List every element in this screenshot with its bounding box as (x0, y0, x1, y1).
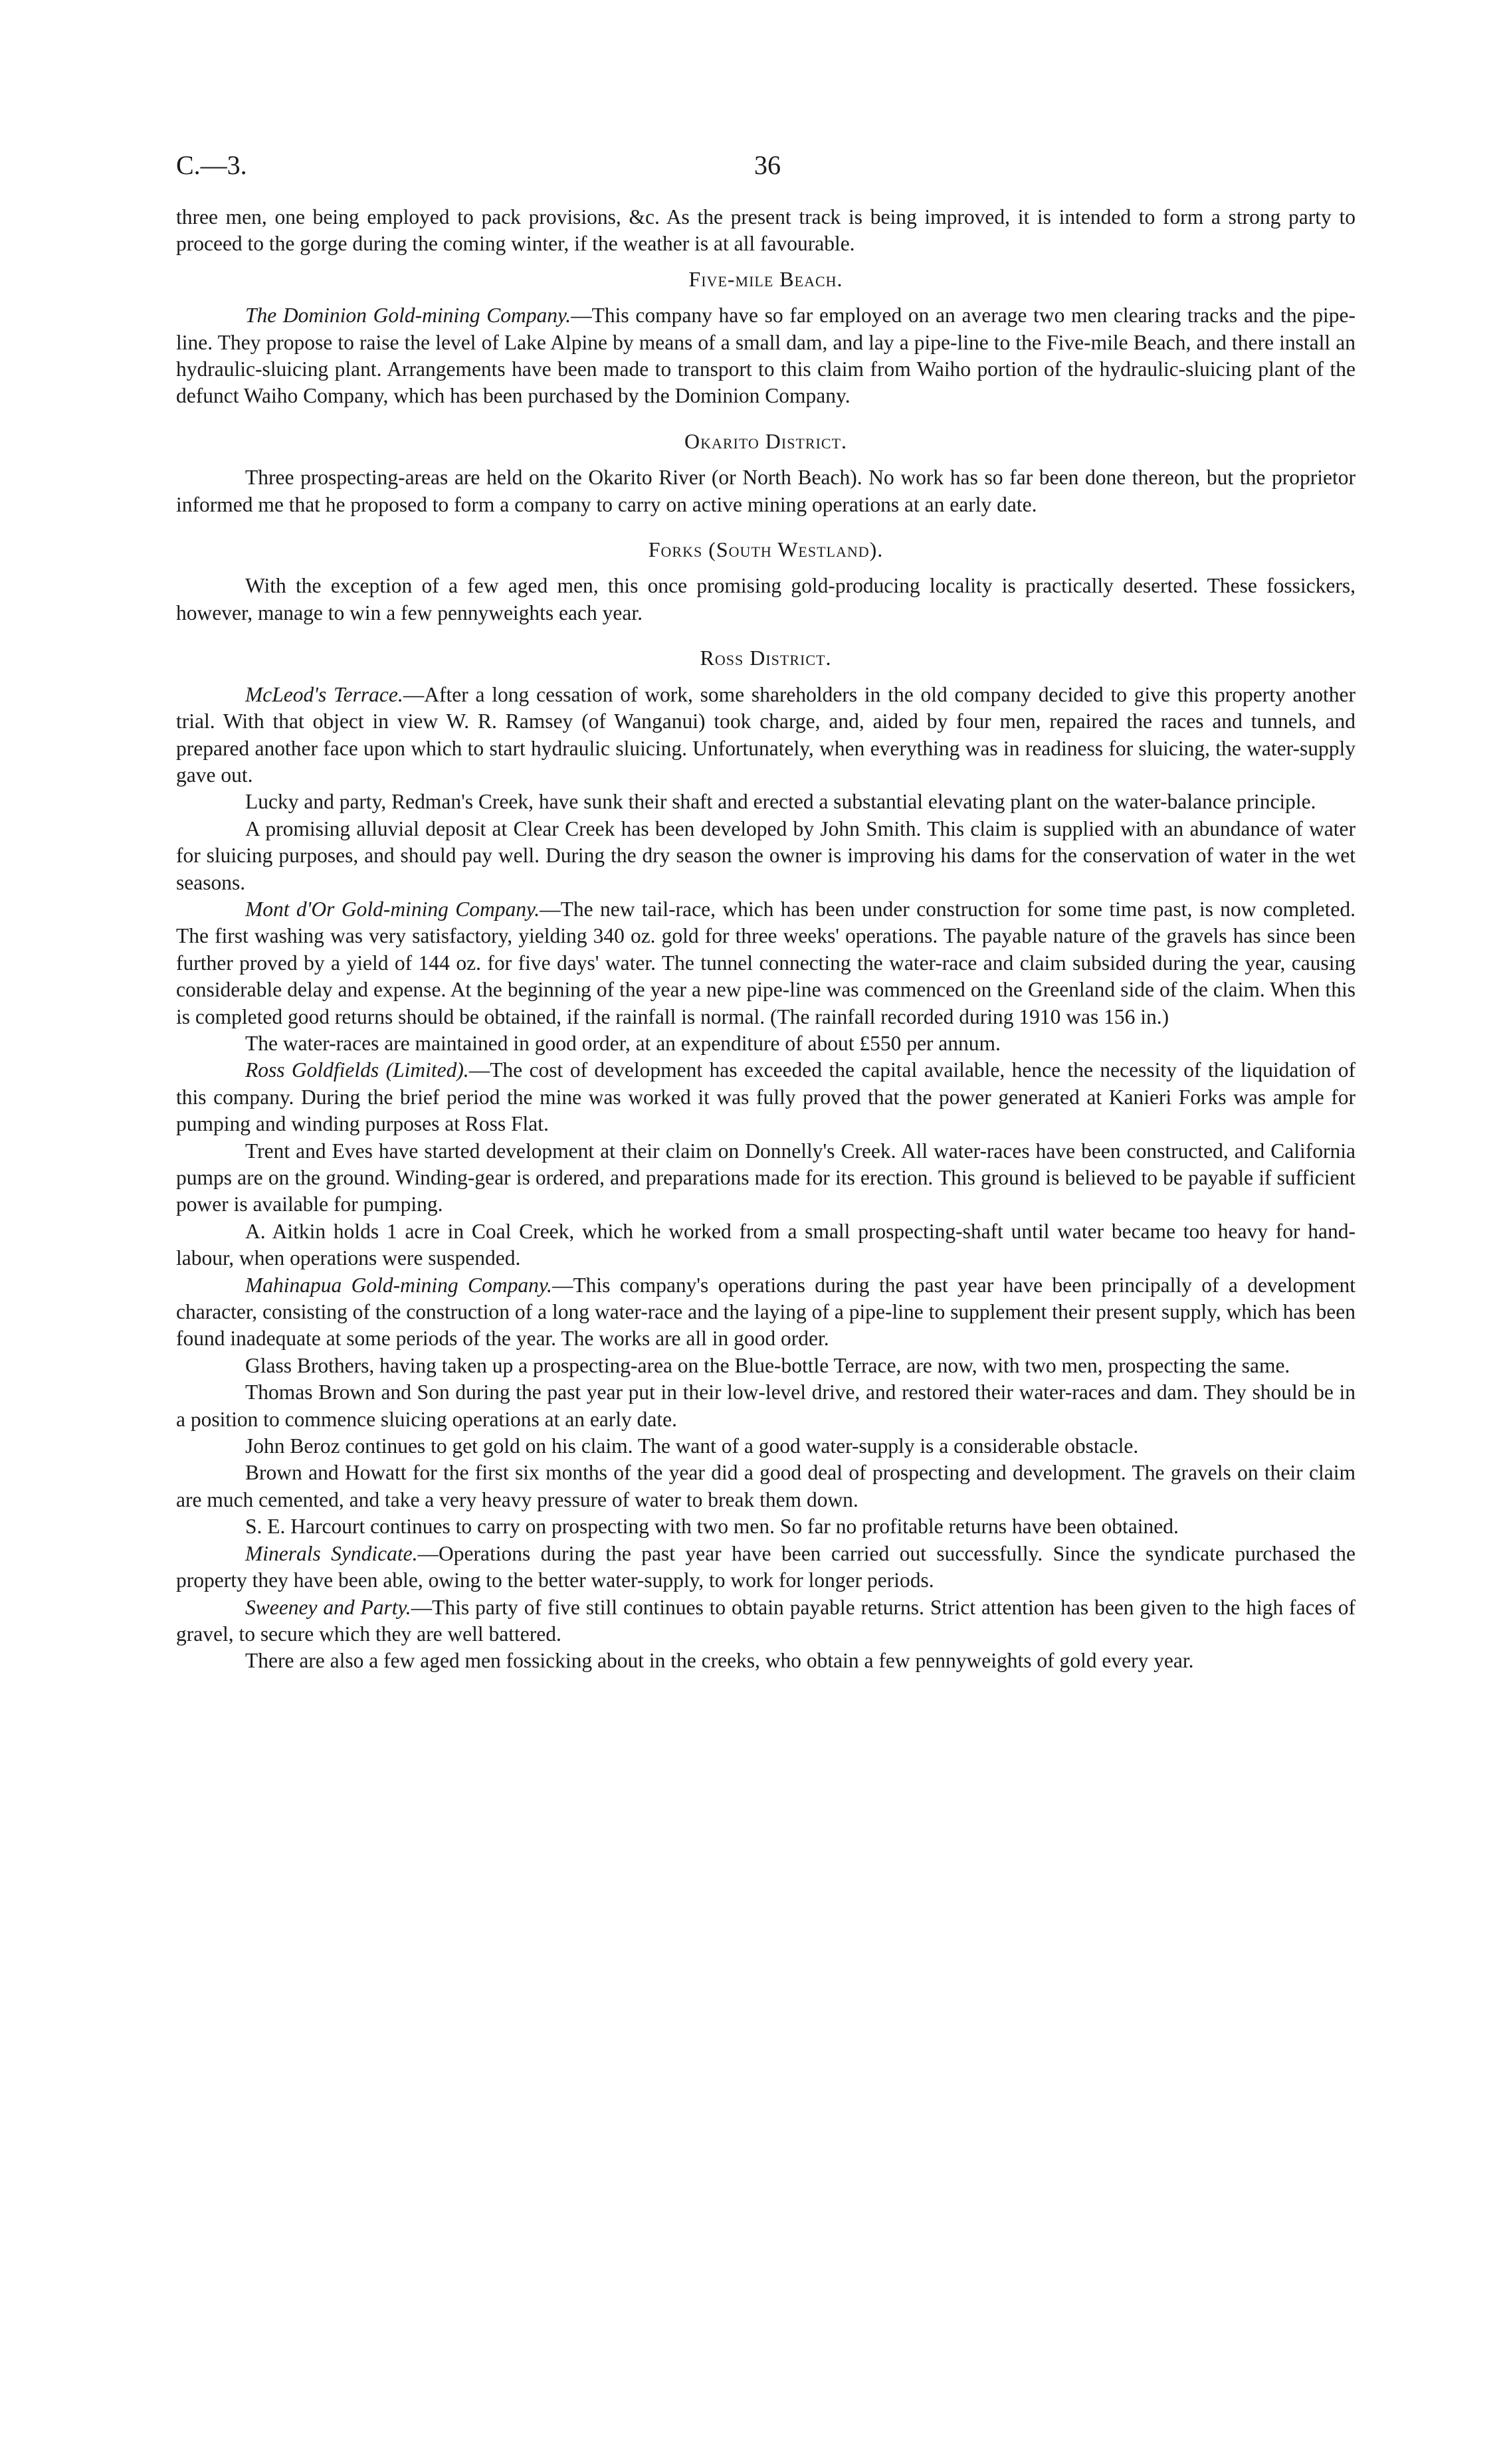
paragraph (176, 1057, 1356, 1137)
paragraph (176, 302, 1356, 410)
section-heading: Five-mile Beach. (688, 266, 843, 291)
paragraph-text: S. E. Harcourt continues to carry on prospecting with two men. So far no profitable returns have been obtained. (245, 1515, 1179, 1539)
paragraph-text: —The cost of development has exceeded the capital available, hence the necessity of the liquidation of this company. During the brief period the mine was worked it was fully proved that the power generated at Kanieri Forks was ample for pumping and winding purposes at Ross Flat. (176, 1058, 1356, 1136)
paragraph (176, 1594, 1356, 1648)
paragraph (176, 1138, 1356, 1218)
document-body (176, 204, 1356, 1675)
paragraph-text: John Beroz continues to get gold on his claim. The want of a good water-supply is a considerable obstacle. (245, 1434, 1139, 1458)
section-heading: Forks (South Westland). (648, 537, 884, 562)
paragraph (176, 789, 1356, 815)
paragraph-lead: Minerals Syndicate. (245, 1541, 418, 1565)
paragraph-text: Brown and Howatt for the first six months of the year did a good deal of prospecting and development. The gravels on their claim are much cemented, and take a very heavy pressure of water to break them down. (176, 1461, 1356, 1511)
paragraph-text: Three prospecting-areas are held on the Okarito River (or North Beach). No work has so far been done thereon, but the proprietor informed me that he proposed to form a company to carry on active mining operations at an early date. (176, 466, 1356, 516)
page-number: 36 (754, 150, 781, 180)
running-header (176, 149, 1356, 189)
section-heading: Okarito District. (684, 428, 848, 453)
continuation-paragraph: three men, one being employed to pack provisions, &c. As the present track is being improved, it is intended to form a strong party to proceed to the gorge during the coming winter, if the weather is at all favourable. (176, 205, 1356, 256)
paragraph-text: Lucky and party, Redman's Creek, have sunk their shaft and erected a substantial elevating plant on the water-balance principle. (245, 790, 1316, 814)
section-heading: Ross District. (700, 646, 832, 670)
document-page (176, 149, 1356, 1675)
paragraph-lead: Mahinapua Gold-mining Company. (245, 1273, 552, 1297)
paragraph-lead: McLeod's Terrace. (245, 682, 403, 706)
paragraph-text: —The new tail-race, which has been under construction for some time past, is now completed. The first washing was very satisfactory, yielding 340 oz. gold for three weeks' operations. The payable nature of the gravels has since been further proved by a yield of 144 oz. for five days' water. The tunnel connecting the water-race and claim subsided during the year, causing considerable delay and expense. At the beginning of the year a new pipe-line was commenced on the Greenland side of the claim. When this is completed good returns should be obtained, if the rainfall is normal. (The rainfall recorded during 1910 was 156 in.) (176, 897, 1356, 1028)
paragraph (176, 896, 1356, 1030)
paragraph-text: The water-races are maintained in good order, at an expenditure of about £550 per annum. (245, 1031, 1001, 1055)
paragraph-lead: Mont d'Or Gold-mining Company. (245, 897, 540, 921)
paragraph-text: A. Aitkin holds 1 acre in Coal Creek, which he worked from a small prospecting-shaft until water became too heavy for hand-labour, when operations were suspended. (176, 1219, 1356, 1270)
paragraph-text: A promising alluvial deposit at Clear Creek has been developed by John Smith. This claim is supplied with an abundance of water for sluicing purposes, and should pay well. During the dry season the owner is improving his dams for the conservation of water in the wet seasons. (176, 816, 1356, 894)
paragraph (176, 1513, 1356, 1540)
paragraph (176, 1272, 1356, 1353)
paragraph-text: —This company have so far employed on an average two men clearing tracks and the pipe-line. They propose to raise the level of Lake Alpine by means of a small dam, and lay a pipe-line to the Five-mile Beach, and there install an hydraulic-sluicing plant. Arrangements have been made to transport to this claim from Waiho portion of the hydraulic-sluicing plant of the defunct Waiho Company, which has been purchased by the Dominion Company. (176, 304, 1356, 408)
paragraph (176, 1648, 1356, 1674)
paragraph (176, 1541, 1356, 1594)
paragraph-text: With the exception of a few aged men, this once promising gold-producing locality is practically deserted. These fossickers, however, manage to win a few pennyweights each year. (176, 574, 1356, 624)
paragraph (176, 573, 1356, 626)
paragraph-text: Glass Brothers, having taken up a prospecting-area on the Blue-bottle Terrace, are now, with two men, prospecting the same. (245, 1353, 1290, 1377)
paragraph-text: Trent and Eves have started development at their claim on Donnelly's Creek. All water-races have been constructed, and California pumps are on the ground. Winding-gear is ordered, and preparations made for its erection. This ground is believed to be payable if sufficient power is available for pumping. (176, 1139, 1356, 1216)
paragraph (176, 1353, 1356, 1379)
paragraph-text: —This party of five still continues to obtain payable returns. Strict attention has been given to the high faces of gravel, to secure which they are well battered. (176, 1595, 1356, 1646)
paragraph (176, 464, 1356, 518)
paragraph-text: —This company's operations during the past year have been principally of a development character, consisting of the construction of a long water-race and the laying of a pipe-line to supplement their present supply, which has been found inadequate at some periods of the year. The works are all in good order. (176, 1273, 1356, 1351)
paragraph-text: —After a long cessation of work, some shareholders in the old company decided to give this property another trial. With that object in view W. R. Ramsey (of Wanganui) took charge, and, aided by four men, repaired the races and tunnels, and prepared another face upon which to start hydraulic sluicing. Unfortunately, when everything was in readiness for sluicing, the water-supply gave out. (176, 682, 1356, 787)
paragraph (176, 816, 1356, 896)
paragraph (176, 1030, 1356, 1057)
paragraph (176, 1379, 1356, 1433)
paragraph-lead: Sweeney and Party. (245, 1595, 411, 1619)
paragraph (176, 1218, 1356, 1272)
paragraph (176, 682, 1356, 789)
paragraph (176, 1460, 1356, 1513)
report-reference: C.—3. (176, 150, 247, 180)
paragraph-lead: Ross Goldfields (Limited). (245, 1058, 469, 1082)
paragraph-text: Thomas Brown and Son during the past year put in their low-level drive, and restored their water-races and dam. They should be in a position to commence sluicing operations at an early date. (176, 1380, 1356, 1431)
paragraph-text: —Operations during the past year have been carried out successfully. Since the syndicate purchased the property they have been able, owing to the better water-supply, to work for longer periods. (176, 1541, 1356, 1592)
paragraph (176, 1433, 1356, 1460)
paragraph-lead: The Dominion Gold-mining Company. (245, 304, 571, 328)
paragraph-text: There are also a few aged men fossicking about in the creeks, who obtain a few pennyweights of gold every year. (245, 1649, 1194, 1673)
